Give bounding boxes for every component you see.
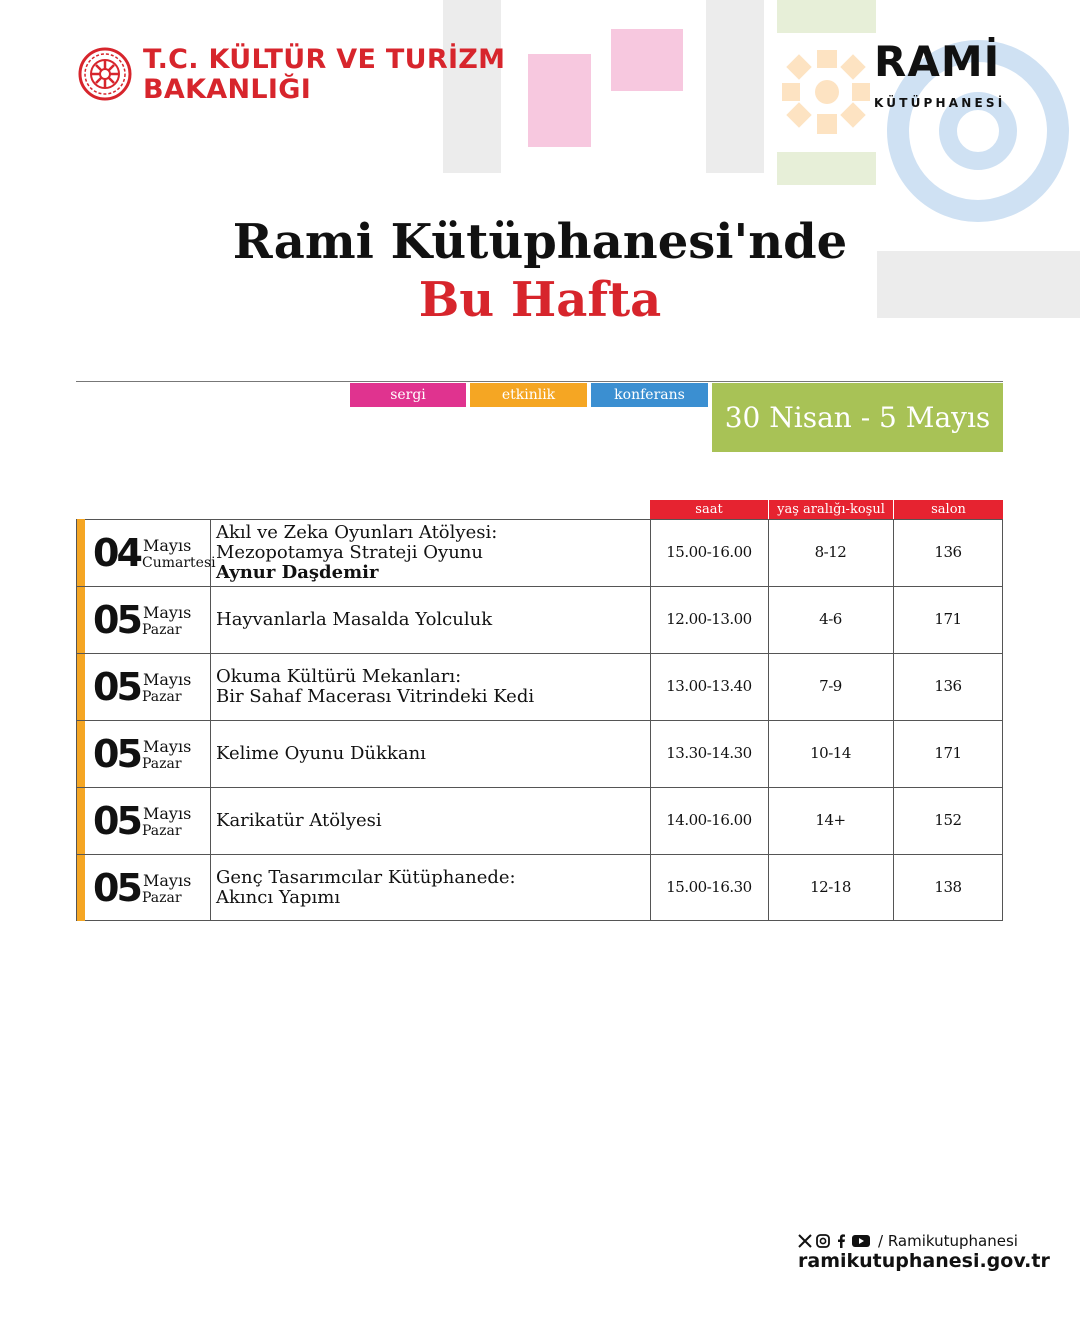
x-icon[interactable]	[798, 1234, 812, 1248]
day-number: 05	[93, 665, 140, 709]
table-row	[76, 519, 1003, 586]
weekday-label: Cumartesi	[142, 555, 216, 571]
day-number: 04	[93, 531, 140, 575]
deco-gray-bar-2	[706, 0, 764, 173]
sun-burst-icon	[782, 50, 872, 136]
event-title	[216, 811, 646, 831]
rami-logo-word: RAMİ	[874, 37, 1001, 86]
table-row	[76, 720, 1003, 787]
ministry-emblem-icon	[78, 47, 132, 101]
month-label: Mayıs	[143, 536, 192, 555]
weekday-label: Pazar	[142, 823, 182, 839]
cell-salon: 171	[934, 744, 962, 762]
row-divider	[76, 586, 1003, 587]
deco-green-bar-top	[777, 0, 876, 33]
category-konferans: konferans	[591, 383, 708, 407]
cell-saat: 13.00-13.40	[666, 677, 752, 695]
ministry-name-line1: T.C. KÜLTÜR VE TURİZM	[143, 44, 506, 75]
event-title-text: Hayvanlarla Masalda Yolculuk	[216, 609, 493, 630]
day-number: 05	[93, 866, 140, 910]
event-title	[216, 667, 646, 707]
cell-saat: 15.00-16.00	[666, 543, 752, 561]
table-row	[76, 653, 1003, 720]
header-salon: salon	[931, 502, 966, 517]
event-title-text: Okuma Kültürü Mekanları: Bir Sahaf Macerası Vitrindeki Kedi	[216, 666, 535, 707]
header-saat: saat	[695, 502, 723, 517]
header-yas: yaş aralığı-koşul	[777, 502, 885, 517]
social-handle: / Ramikutuphanesi	[878, 1232, 1018, 1250]
weekday-label: Pazar	[142, 890, 182, 906]
deco-pink-block-2	[611, 29, 683, 91]
event-title	[216, 868, 646, 908]
day-number: 05	[93, 799, 140, 843]
table-header	[650, 500, 1003, 519]
cell-yas: 7-9	[819, 677, 842, 695]
cell-salon: 152	[934, 811, 962, 829]
cell-yas: 14+	[815, 811, 846, 829]
row-divider	[76, 720, 1003, 721]
event-title	[216, 610, 646, 630]
category-sergi: sergi	[350, 383, 466, 407]
category-accent-bar	[77, 586, 85, 653]
event-title-text: Kelime Oyunu Dükkanı	[216, 743, 426, 764]
divider	[76, 381, 1003, 382]
row-divider	[76, 854, 1003, 855]
facebook-icon[interactable]	[834, 1234, 848, 1248]
cell-salon: 138	[934, 878, 962, 896]
cell-yas: 8-12	[814, 543, 847, 561]
ministry-name-line2: BAKANLIĞI	[143, 74, 312, 105]
event-title-text: Karikatür Atölyesi	[216, 810, 382, 831]
page-title: Rami Kütüphanesi'nde	[232, 214, 848, 270]
page-subtitle: Bu Hafta	[418, 272, 662, 328]
website-link[interactable]: ramikutuphanesi.gov.tr	[798, 1250, 1050, 1272]
table-row	[76, 586, 1003, 653]
category-accent-bar	[77, 653, 85, 720]
category-etkinlik: etkinlik	[470, 383, 587, 407]
event-title-text: Genç Tasarımcılar Kütüphanede: Akıncı Yapımı	[216, 867, 516, 908]
social-links	[798, 1231, 1018, 1251]
cell-salon: 171	[934, 610, 962, 628]
month-label: Mayıs	[143, 603, 192, 622]
row-divider	[76, 787, 1003, 788]
weekday-label: Pazar	[142, 689, 182, 705]
cell-saat: 15.00-16.30	[666, 878, 752, 896]
ministry-name	[143, 45, 505, 105]
deco-green-bar-bottom	[777, 152, 876, 185]
row-divider	[76, 653, 1003, 654]
table-row	[76, 787, 1003, 854]
event-title-text: Akıl ve Zeka Oyunları Atölyesi: Mezopotamya Strateji Oyunu	[216, 522, 498, 563]
month-label: Mayıs	[143, 871, 192, 890]
category-accent-bar	[77, 519, 85, 586]
youtube-icon[interactable]	[852, 1234, 870, 1248]
cell-salon: 136	[934, 543, 962, 561]
weekday-label: Pazar	[142, 756, 182, 772]
cell-yas: 4-6	[819, 610, 842, 628]
cell-saat: 14.00-16.00	[666, 811, 752, 829]
cell-salon: 136	[934, 677, 962, 695]
rami-logo-sub: KÜTÜPHANESİ	[874, 96, 1006, 110]
table-row	[76, 854, 1003, 921]
instagram-icon[interactable]	[816, 1234, 830, 1248]
cell-yas: 10-14	[810, 744, 851, 762]
cell-saat: 12.00-13.00	[666, 610, 752, 628]
cell-saat: 13.30-14.30	[666, 744, 752, 762]
rami-library-logo	[874, 37, 1006, 110]
month-label: Mayıs	[143, 804, 192, 823]
month-label: Mayıs	[143, 670, 192, 689]
category-accent-bar	[77, 787, 85, 854]
weekday-label: Pazar	[142, 622, 182, 638]
day-number: 05	[93, 598, 140, 642]
deco-pink-block-1	[528, 54, 591, 147]
month-label: Mayıs	[143, 737, 192, 756]
day-number: 05	[93, 732, 140, 776]
event-speaker: Aynur Daşdemir	[216, 562, 379, 583]
date-range-badge: 30 Nisan - 5 Mayıs	[712, 383, 1003, 452]
cell-yas: 12-18	[810, 878, 851, 896]
category-accent-bar	[77, 854, 85, 921]
event-title	[216, 523, 646, 583]
event-title	[216, 744, 646, 764]
category-accent-bar	[77, 720, 85, 787]
